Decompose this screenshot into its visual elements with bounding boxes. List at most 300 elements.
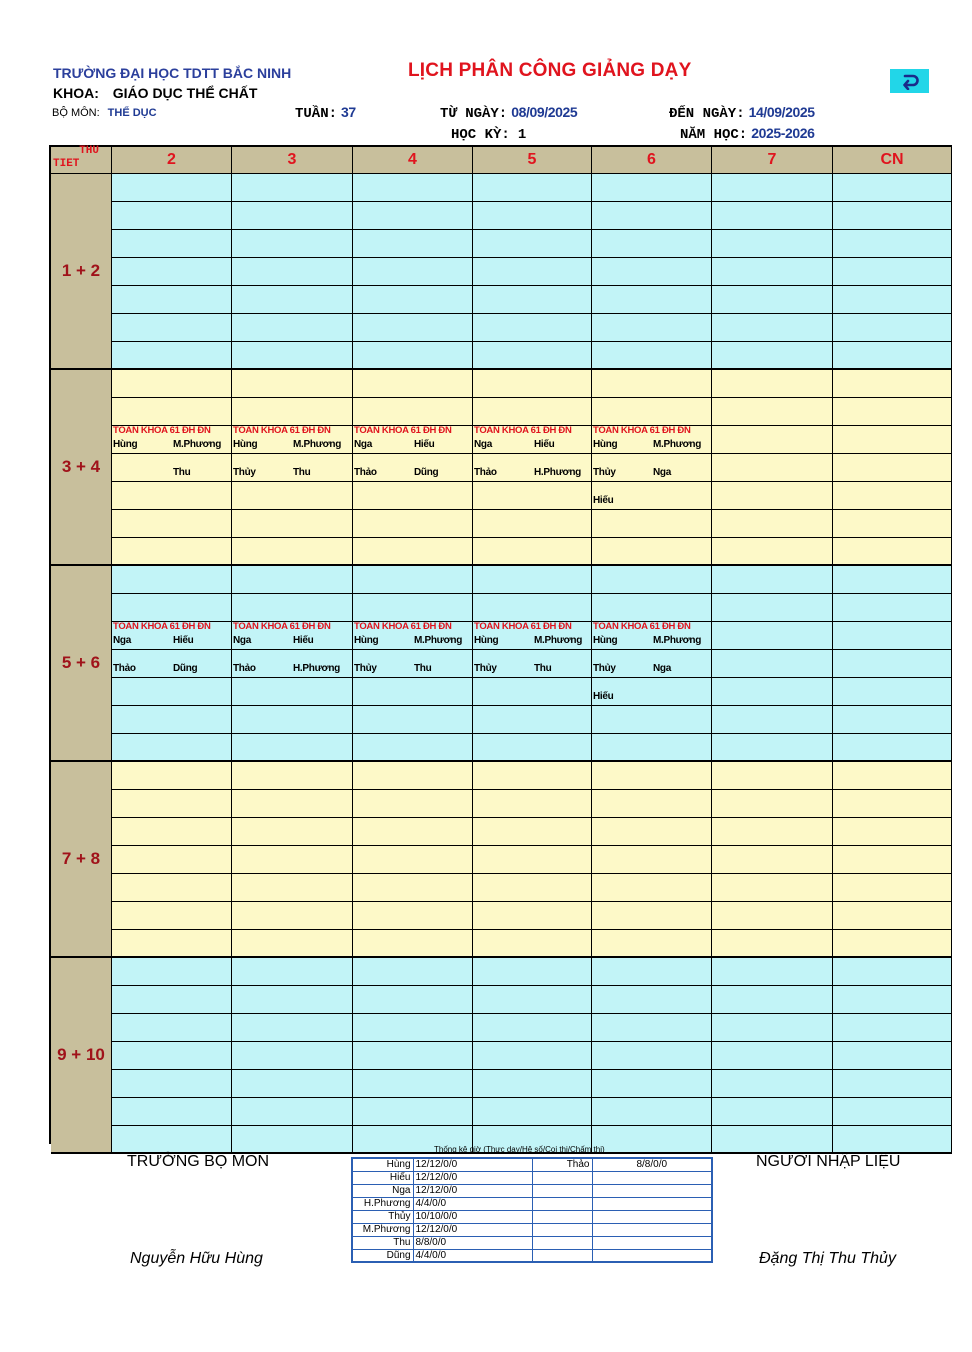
schedule-cell[interactable]: [232, 818, 353, 846]
schedule-cell[interactable]: [833, 566, 952, 594]
teacher-name: Thủy: [233, 467, 256, 478]
class-name: TOAN KHOA 61 ĐH ĐN: [354, 621, 452, 632]
schedule-cell[interactable]: [232, 790, 353, 818]
teacher-name: Nga: [474, 439, 492, 450]
schedule-cell[interactable]: [112, 482, 232, 510]
schedule-cell[interactable]: [592, 230, 712, 258]
stats-hours: 12/12/0/0: [413, 1171, 532, 1184]
schedule-cell[interactable]: [473, 1098, 592, 1126]
schedule-cell[interactable]: [473, 986, 592, 1014]
schedule-cell[interactable]: [473, 286, 592, 314]
schedule-cell[interactable]: [712, 342, 833, 370]
schedule-cell[interactable]: [112, 734, 232, 762]
schedule-cell[interactable]: [353, 846, 473, 874]
schedule-cell[interactable]: [353, 958, 473, 986]
schedule-cell[interactable]: [592, 202, 712, 230]
schedule-cell[interactable]: [353, 230, 473, 258]
schedule-cell[interactable]: [712, 958, 833, 986]
stats-teacher: Thảo: [532, 1158, 592, 1171]
schedule-cell[interactable]: [833, 538, 952, 566]
schedule-cell[interactable]: [833, 370, 952, 398]
schedule-cell[interactable]: [353, 258, 473, 286]
schedule-cell[interactable]: [473, 902, 592, 930]
schedule-cell[interactable]: [232, 286, 353, 314]
schedule-cell[interactable]: [232, 174, 353, 202]
schedule-cell[interactable]: [833, 650, 952, 678]
schedule-cell[interactable]: [712, 622, 833, 650]
schedule-cell[interactable]: [833, 902, 952, 930]
schedule-cell[interactable]: [232, 510, 353, 538]
schedule-cell[interactable]: [232, 678, 353, 706]
teacher-name: H.Phương: [293, 663, 340, 674]
teacher-name: Hiếu: [293, 635, 314, 646]
schedule-cell[interactable]: [712, 1014, 833, 1042]
schedule-cell[interactable]: [353, 202, 473, 230]
schedule-cell[interactable]: [232, 902, 353, 930]
schedule-cell[interactable]: [112, 258, 232, 286]
schedule-cell[interactable]: [353, 874, 473, 902]
schedule-cell[interactable]: [833, 678, 952, 706]
schedule-cell[interactable]: [833, 482, 952, 510]
schedule-cell[interactable]: [353, 930, 473, 958]
schedule-cell[interactable]: [833, 510, 952, 538]
teacher-name: Hùng: [354, 635, 379, 646]
stats-row: [352, 1223, 712, 1236]
stats-hours: [592, 1223, 712, 1236]
schedule-cell[interactable]: [232, 594, 353, 622]
schedule-cell[interactable]: [712, 706, 833, 734]
teacher-name: Thảo: [113, 663, 136, 674]
teacher-name: Thảo: [474, 467, 497, 478]
schedule-cell[interactable]: [833, 1014, 952, 1042]
schedule-cell[interactable]: [833, 986, 952, 1014]
schedule-cell[interactable]: [473, 398, 592, 426]
schedule-cell[interactable]: [833, 342, 952, 370]
schedule-cell[interactable]: [592, 846, 712, 874]
stats-teacher: H.Phương: [352, 1197, 413, 1210]
from-date-label: TỪ NGÀY:: [440, 106, 508, 122]
schedule-cell[interactable]: [112, 678, 232, 706]
schedule-cell[interactable]: [592, 874, 712, 902]
schedule-cell[interactable]: [712, 650, 833, 678]
stats-teacher: Thủy: [352, 1210, 413, 1223]
schedule-cell[interactable]: [473, 762, 592, 790]
schedule-cell[interactable]: [353, 482, 473, 510]
schedule-cell[interactable]: [473, 1014, 592, 1042]
schedule-cell[interactable]: [712, 874, 833, 902]
schedule-cell[interactable]: [592, 1042, 712, 1070]
schedule-cell[interactable]: [592, 594, 712, 622]
schedule-cell[interactable]: [232, 762, 353, 790]
schedule-cell[interactable]: [232, 1098, 353, 1126]
schedule-cell[interactable]: [833, 1098, 952, 1126]
schedule-cell[interactable]: [353, 818, 473, 846]
schedule-cell[interactable]: [473, 566, 592, 594]
schedule-cell[interactable]: [592, 734, 712, 762]
schedule-cell[interactable]: [353, 174, 473, 202]
schedule-cell[interactable]: [712, 1098, 833, 1126]
schedule-cell[interactable]: [353, 1098, 473, 1126]
teacher-name: Hiếu: [173, 635, 194, 646]
schedule-cell[interactable]: [473, 202, 592, 230]
schedule-cell[interactable]: [473, 370, 592, 398]
data-entry-title: NGƯỜI NHẬP LIỆU: [756, 1153, 901, 1170]
schedule-cell[interactable]: [353, 1014, 473, 1042]
schedule-cell[interactable]: [112, 510, 232, 538]
schedule-cell[interactable]: [592, 1126, 712, 1154]
schedule-cell[interactable]: [592, 538, 712, 566]
schedule-cell[interactable]: [712, 846, 833, 874]
schedule-cell[interactable]: [353, 510, 473, 538]
schedule-cell[interactable]: [232, 482, 353, 510]
stats-hours: 8/8/0/0: [413, 1236, 532, 1249]
faculty-label: KHOA:: [53, 85, 99, 101]
stats-hours: 12/12/0/0: [413, 1184, 532, 1197]
schedule-cell[interactable]: [473, 342, 592, 370]
schedule-cell[interactable]: [592, 342, 712, 370]
stats-hours: 4/4/0/0: [413, 1249, 532, 1262]
schedule-cell[interactable]: [712, 454, 833, 482]
schedule-cell[interactable]: [712, 258, 833, 286]
stats-teacher: [532, 1249, 592, 1262]
schedule-cell[interactable]: [833, 426, 952, 454]
schedule-cell[interactable]: [712, 762, 833, 790]
schedule-cell[interactable]: [833, 930, 952, 958]
teacher-name: M.Phương: [173, 439, 222, 450]
schedule-cell[interactable]: [112, 202, 232, 230]
schedule-cell[interactable]: [833, 1126, 952, 1154]
schedule-cell[interactable]: [712, 1042, 833, 1070]
schedule-cell[interactable]: [592, 370, 712, 398]
schedule-cell[interactable]: [353, 678, 473, 706]
stats-hours: [592, 1236, 712, 1249]
schedule-cell[interactable]: [712, 594, 833, 622]
schedule-cell[interactable]: [112, 958, 232, 986]
schedule-cell[interactable]: [232, 314, 353, 342]
schedule-cell[interactable]: [353, 706, 473, 734]
schedule-cell[interactable]: [712, 230, 833, 258]
schedule-cell[interactable]: [592, 1070, 712, 1098]
teacher-name: Hiếu: [593, 691, 614, 702]
schedule-cell[interactable]: [833, 230, 952, 258]
stats-teacher: [532, 1236, 592, 1249]
schedule-cell[interactable]: [353, 566, 473, 594]
schedule-cell[interactable]: [112, 174, 232, 202]
schedule-cell[interactable]: [112, 986, 232, 1014]
schedule-cell[interactable]: [592, 1014, 712, 1042]
teacher-name: Dũng: [414, 467, 439, 478]
schedule-cell[interactable]: [112, 706, 232, 734]
schedule-cell[interactable]: [353, 594, 473, 622]
schedule-cell[interactable]: [712, 398, 833, 426]
schedule-cell[interactable]: [473, 706, 592, 734]
schedule-cell[interactable]: [232, 734, 353, 762]
schedule-cell[interactable]: [833, 762, 952, 790]
schedule-cell[interactable]: [712, 902, 833, 930]
schedule-cell[interactable]: [473, 174, 592, 202]
teacher-name: Nga: [113, 635, 131, 646]
schedule-cell[interactable]: [232, 1126, 353, 1154]
semester-value: 1: [517, 127, 527, 143]
schedule-cell[interactable]: [473, 734, 592, 762]
schedule-cell[interactable]: [353, 986, 473, 1014]
class-name: TOAN KHOA 61 ĐH ĐN: [354, 425, 452, 436]
schedule-cell[interactable]: [232, 370, 353, 398]
schedule-cell[interactable]: [833, 398, 952, 426]
schedule-cell[interactable]: [473, 314, 592, 342]
teacher-name: Hùng: [474, 635, 499, 646]
schedule-cell[interactable]: [592, 510, 712, 538]
schedule-cell[interactable]: [232, 202, 353, 230]
schedule-cell[interactable]: [112, 902, 232, 930]
class-name: TOAN KHOA 61 ĐH ĐN: [474, 425, 572, 436]
stats-teacher: M.Phương: [352, 1223, 413, 1236]
schedule-cell[interactable]: [112, 818, 232, 846]
schedule-cell[interactable]: [112, 930, 232, 958]
schedule-cell[interactable]: [712, 426, 833, 454]
schedule-cell[interactable]: [232, 538, 353, 566]
schedule-cell[interactable]: [473, 1042, 592, 1070]
schedule-cell[interactable]: [232, 342, 353, 370]
class-name: TOAN KHOA 61 ĐH ĐN: [233, 621, 331, 632]
schedule-cell[interactable]: [112, 1014, 232, 1042]
stats-row: [352, 1171, 712, 1184]
schedule-cell[interactable]: [353, 762, 473, 790]
schedule-cell[interactable]: [112, 370, 232, 398]
schedule-cell[interactable]: [112, 874, 232, 902]
schedule-cell[interactable]: [473, 258, 592, 286]
schedule-cell[interactable]: [353, 1042, 473, 1070]
schedule-cell[interactable]: [232, 230, 353, 258]
schedule-cell[interactable]: [232, 706, 353, 734]
teacher-name: M.Phương: [653, 635, 702, 646]
teacher-name: M.Phương: [534, 635, 583, 646]
stats-teacher: [532, 1197, 592, 1210]
schedule-cell[interactable]: [592, 286, 712, 314]
schedule-cell[interactable]: [833, 790, 952, 818]
schedule-cell[interactable]: [353, 342, 473, 370]
schedule-cell[interactable]: [833, 454, 952, 482]
back-button[interactable]: [890, 69, 929, 93]
stats-hours: [592, 1210, 712, 1223]
schedule-cell[interactable]: [833, 1070, 952, 1098]
stats-row: [352, 1236, 712, 1249]
stats-row: [352, 1210, 712, 1223]
return-arrow-icon: [899, 72, 921, 90]
schedule-cell[interactable]: [712, 930, 833, 958]
stats-hours: 12/12/0/0: [413, 1158, 532, 1171]
day-header-3: 3: [232, 147, 353, 174]
schedule-cell[interactable]: [353, 790, 473, 818]
schedule-cell[interactable]: [712, 370, 833, 398]
schedule-cell[interactable]: [592, 566, 712, 594]
stats-row: [352, 1197, 712, 1210]
schedule-cell[interactable]: [112, 454, 232, 482]
schedule-cell[interactable]: [473, 1070, 592, 1098]
schedule-cell[interactable]: [473, 230, 592, 258]
teacher-name: Thảo: [233, 663, 256, 674]
schedule-cell[interactable]: [112, 286, 232, 314]
schedule-cell[interactable]: [712, 790, 833, 818]
schedule-cell[interactable]: [112, 342, 232, 370]
teacher-name: Hùng: [113, 439, 138, 450]
stats-hours: 10/10/0/0: [413, 1210, 532, 1223]
schedule-cell[interactable]: [712, 538, 833, 566]
schedule-cell[interactable]: [712, 986, 833, 1014]
day-header-cn: CN: [833, 147, 952, 174]
period-label: 9 + 10: [51, 958, 112, 1154]
stats-teacher: Hiếu: [352, 1171, 413, 1184]
schedule-cell[interactable]: [712, 734, 833, 762]
schedule-cell[interactable]: [473, 874, 592, 902]
schedule-cell[interactable]: [353, 398, 473, 426]
teacher-name: Hiếu: [593, 495, 614, 506]
schedule-cell[interactable]: [592, 790, 712, 818]
schedule-cell[interactable]: [712, 314, 833, 342]
stats-hours: 8/8/0/0: [592, 1158, 712, 1171]
stats-teacher: [532, 1223, 592, 1236]
schedule-cell[interactable]: [473, 482, 592, 510]
teacher-name: Thảo: [354, 467, 377, 478]
schedule-cell[interactable]: [232, 1042, 353, 1070]
stats-teacher: [532, 1171, 592, 1184]
schedule-cell[interactable]: [232, 566, 353, 594]
schedule-cell[interactable]: [232, 398, 353, 426]
schedule-cell[interactable]: [833, 286, 952, 314]
schedule-cell[interactable]: [112, 762, 232, 790]
schedule-cell[interactable]: [833, 258, 952, 286]
schedule-cell[interactable]: [592, 930, 712, 958]
schedule-cell[interactable]: [112, 230, 232, 258]
schedule-cell[interactable]: [473, 790, 592, 818]
schedule-cell[interactable]: [473, 510, 592, 538]
schedule-cell[interactable]: [353, 1070, 473, 1098]
schedule-cell[interactable]: [833, 314, 952, 342]
teacher-name: Thu: [414, 663, 432, 674]
schedule-cell[interactable]: [112, 314, 232, 342]
schedule-cell[interactable]: [592, 258, 712, 286]
schedule-cell[interactable]: [112, 398, 232, 426]
schedule-cell[interactable]: [712, 202, 833, 230]
head-of-department-title: TRƯỞNG BỘ MÔN: [127, 1153, 270, 1170]
schedule-cell[interactable]: [232, 1070, 353, 1098]
schedule-cell[interactable]: [592, 314, 712, 342]
schedule-cell[interactable]: [232, 846, 353, 874]
schedule-cell[interactable]: [592, 762, 712, 790]
schedule-cell[interactable]: [473, 678, 592, 706]
schedule-cell[interactable]: [592, 818, 712, 846]
teacher-name: Thu: [173, 467, 191, 478]
teacher-name: Thủy: [593, 663, 616, 674]
schedule-cell[interactable]: [473, 818, 592, 846]
schedule-cell[interactable]: [112, 594, 232, 622]
schedule-cell[interactable]: [592, 986, 712, 1014]
schedule-cell[interactable]: [592, 398, 712, 426]
schedule-cell[interactable]: [473, 846, 592, 874]
schedule-cell[interactable]: [112, 1126, 232, 1154]
from-date-field: [440, 104, 577, 122]
schedule-cell[interactable]: [232, 958, 353, 986]
schedule-cell[interactable]: [232, 874, 353, 902]
school-year-value: 2025-2026: [751, 125, 815, 141]
schedule-cell[interactable]: [592, 174, 712, 202]
schedule-cell[interactable]: [112, 566, 232, 594]
schedule-cell[interactable]: [833, 594, 952, 622]
schedule-cell[interactable]: [833, 846, 952, 874]
schedule-cell[interactable]: [353, 314, 473, 342]
schedule-cell[interactable]: [112, 846, 232, 874]
schedule-cell[interactable]: [833, 706, 952, 734]
schedule-cell[interactable]: [232, 258, 353, 286]
schedule-cell[interactable]: [712, 1126, 833, 1154]
department-line: [52, 107, 157, 119]
period-label: 1 + 2: [51, 174, 112, 370]
semester-field: [451, 125, 526, 143]
schedule-cell[interactable]: [112, 538, 232, 566]
schedule-cell[interactable]: [712, 1070, 833, 1098]
schedule-cell[interactable]: [833, 874, 952, 902]
schedule-cell[interactable]: [712, 566, 833, 594]
schedule-cell[interactable]: [112, 1070, 232, 1098]
department-value: THỂ DỤC: [107, 107, 157, 119]
schedule-cell[interactable]: [833, 174, 952, 202]
faculty-line: [53, 85, 257, 101]
school-name: TRƯỜNG ĐẠI HỌC TDTT BẮC NINH: [53, 65, 292, 81]
schedule-cell[interactable]: [712, 482, 833, 510]
corner-period-label: TIET: [53, 158, 80, 170]
schedule-cell[interactable]: [712, 678, 833, 706]
schedule-cell[interactable]: [712, 286, 833, 314]
schedule-cell[interactable]: [833, 1042, 952, 1070]
schedule-cell[interactable]: [712, 174, 833, 202]
schedule-cell[interactable]: [592, 706, 712, 734]
schedule-cell[interactable]: [232, 986, 353, 1014]
schedule-cell[interactable]: [712, 510, 833, 538]
schedule-cell[interactable]: [473, 958, 592, 986]
schedule-cell[interactable]: [112, 1098, 232, 1126]
day-header-7: 7: [712, 147, 833, 174]
schedule-cell[interactable]: [232, 930, 353, 958]
schedule-cell[interactable]: [112, 790, 232, 818]
stats-teacher: [532, 1210, 592, 1223]
schedule-cell[interactable]: [592, 902, 712, 930]
schedule-cell[interactable]: [473, 594, 592, 622]
stats-hours: [592, 1171, 712, 1184]
schedule-cell[interactable]: [833, 734, 952, 762]
schedule-cell[interactable]: [592, 1098, 712, 1126]
teacher-name: Thủy: [593, 467, 616, 478]
schedule-cell[interactable]: [353, 286, 473, 314]
week-field: [295, 104, 356, 122]
schedule-cell[interactable]: [353, 902, 473, 930]
schedule-cell[interactable]: [473, 538, 592, 566]
schedule-cell[interactable]: [592, 958, 712, 986]
period-label: 5 + 6: [51, 566, 112, 762]
schedule-cell[interactable]: [833, 622, 952, 650]
schedule-cell[interactable]: [833, 202, 952, 230]
schedule-cell[interactable]: [833, 958, 952, 986]
schedule-cell[interactable]: [473, 930, 592, 958]
page-title: LỊCH PHÂN CÔNG GIẢNG DẠY: [408, 60, 692, 81]
semester-label: HỌC KỲ:: [451, 127, 510, 143]
schedule-cell[interactable]: [353, 734, 473, 762]
schedule-cell[interactable]: [353, 538, 473, 566]
schedule-cell[interactable]: [833, 818, 952, 846]
schedule-cell[interactable]: [712, 818, 833, 846]
schedule-cell[interactable]: [232, 1014, 353, 1042]
schedule-cell[interactable]: [112, 1042, 232, 1070]
schedule-cell[interactable]: [353, 370, 473, 398]
